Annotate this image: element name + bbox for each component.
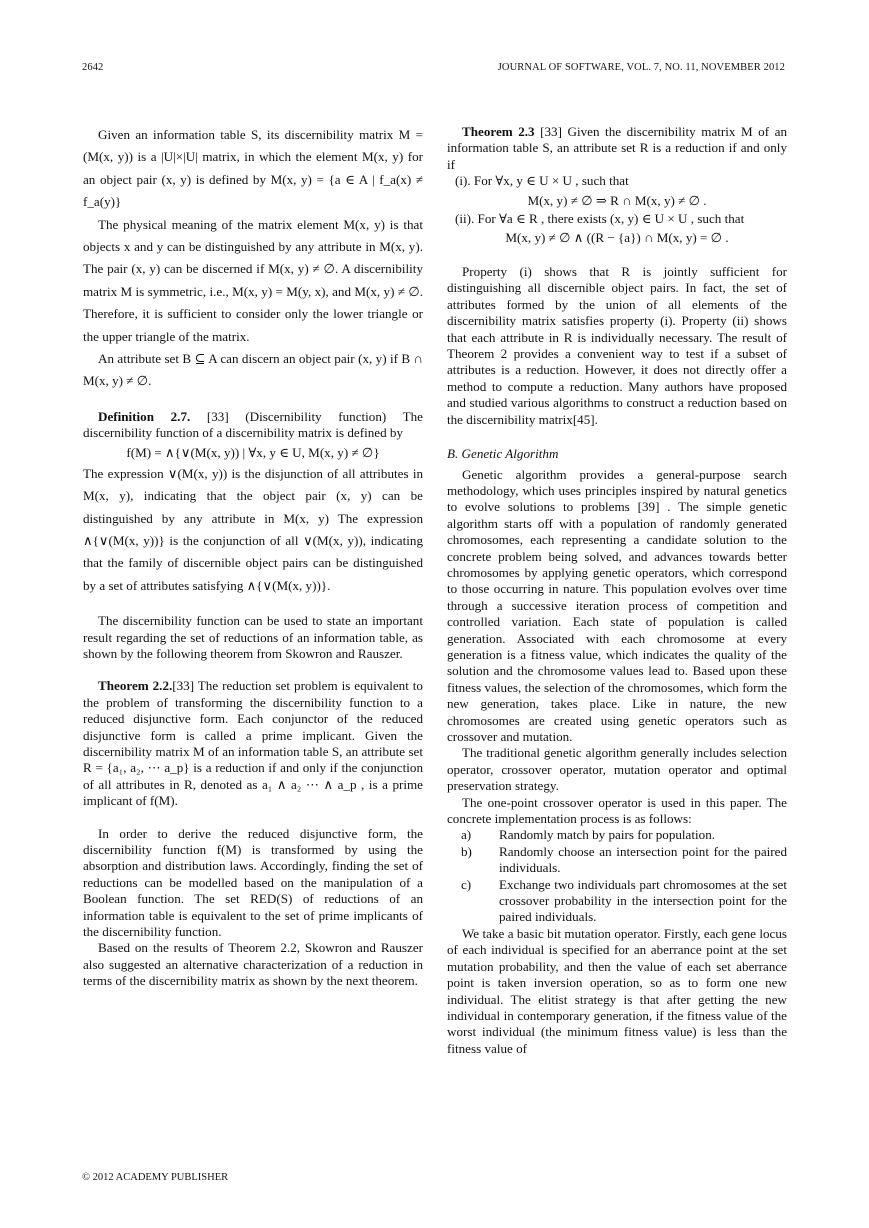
paragraph: The discernibility function can be used to state an important result regarding the set of reductions of an information table, as shown by the following theorem from Skowron and Rauszer.	[83, 613, 423, 661]
theorem-2-3	[447, 124, 787, 173]
section-heading: B. Genetic Algorithm	[447, 446, 559, 462]
list-item-label: b)	[461, 843, 472, 859]
list-item-label: a)	[461, 827, 472, 843]
theorem-label: Theorem 2.3	[462, 124, 535, 139]
paragraph: In order to derive the reduced disjunctive form, the discernibility function f(M) is transformed by using the absorption and distribution laws. Accordingly, finding the set of reductions can be modelled based on the manipulation of a Boolean function. The set RED(S) of reductions of an information table is equivalent to the set of prime implicants of the discernibility function.	[83, 825, 423, 940]
paragraph: Genetic algorithm provides a general-purpose search methodology, which uses principles inspired by natural genetics to evolve solutions to problems [39] . The simple genetic algorithm starts off with a population of randomly generated chromosomes, each representing a candidate solution to the concrete problem being solved, and advances towards better chromosomes by applying genetic operators, which correspond to those occurring in nature. This population evolves over time through a successive iteration process of competition and controlled variation. Each state of population is called generation. Associated with each chromosome at every generation is a fitness value, which indicates the quality of the solution and the chromosome values lead to. Based upon these fitness values, the selection of the chromosomes, which form the new generation, takes place. Like in nature, the new chromosomes are created using genetic operators such as crossover and mutation.	[447, 466, 787, 744]
condition-ii-equation: M(x, y) ≠ ∅ ∧ ((R − {a}) ∩ M(x, y) = ∅ .	[505, 230, 729, 246]
theorem-text: [33] Given the discernibility matrix M of an information table S, an attribute set R is a reduction if and only if	[447, 124, 787, 172]
page-number: 2642	[82, 62, 104, 73]
definition-equation: f(M) = ∧{∨(M(x, y)) | ∀x, y ∈ U, M(x, y) ≠ ∅}	[126, 444, 380, 460]
list-item-text: Randomly choose an intersection point for the paired individuals.	[499, 843, 787, 876]
theorem-2-2	[83, 678, 423, 809]
paragraph: The one-point crossover operator is used in this paper. The concrete implementation process is as follows:	[447, 794, 787, 827]
paragraph: The traditional genetic algorithm generally includes selection operator, crossover operator, mutation operator and optimal preservation strategy.	[447, 745, 787, 794]
paragraph: Given an information table S, its discernibility matrix M = (M(x, y)) is a |U|×|U| matrix, in which the element M(x, y) for an object pair (x, y) is defined by M(x, y) = {a ∈ A | f_a(x) ≠ f_a(y)}	[83, 127, 423, 210]
journal-title: JOURNAL OF SOFTWARE, VOL. 7, NO. 11, NOVEMBER 2012	[497, 62, 785, 73]
list-item-text: Exchange two individuals part chromosomes at the set crossover probability in the intersection point for the paired individuals.	[499, 876, 787, 925]
left-column	[83, 124, 423, 990]
condition-ii: (ii). For ∀a ∈ R , there exists (x, y) ∈ U × U , such that	[455, 210, 745, 226]
copyright-footer: © 2012 ACADEMY PUBLISHER	[82, 1172, 229, 1183]
theorem-text: [33] The reduction set problem is equivalent to the problem of transforming the discernibility function to a reduced disjunctive form. Each conjunctor of the reduced disjunctive form is called a prime implicant. Given the discernibility matrix M of an information table S, an attribute set R = {a₁, a₂, ⋯ a_p} is a reduction if and only if the conjunction of all attributes in R, denoted as a₁ ∧ a₂ ⋯ ∧ a_p , is a prime implicant of f(M).	[83, 678, 423, 809]
list-item	[447, 844, 787, 877]
definition-2-7	[83, 409, 423, 442]
condition-i: (i). For ∀x, y ∈ U × U , such that	[455, 173, 629, 189]
paragraph: Property (i) shows that R is jointly sufficient for distinguishing all discernible object pairs. In fact, the set of attributes formed by the union of all elements of the discernibility matrix satisfies property (i). Property (ii) shows that each attribute in R is individually necessary. The result of Theorem 2 provides a convenient way to test if a subset of attributes is a reduction. However, it does not directly offer a method to compute a reduction. Many authors have proposed and studied various algorithms to construct a reduction based on the discernibility matrix[45].	[447, 264, 787, 427]
paragraph: The expression ∨(M(x, y)) is the disjunction of all attributes in M(x, y), indicating that the object pair (x, y) can be distinguished by any attribute in M(x, y) The expression ∧{∨(M(x, y))} is the conjunction of all ∨(M(x, y)), indicating that the family of discernible object pairs can be distinguished by a set of attributes satisfying ∧{∨(M(x, y))}.	[83, 465, 423, 593]
paragraph: We take a basic bit mutation operator. Firstly, each gene locus of each individual is specified for an aberrance point at the set mutation probability, and then the value of each set aberrance point is taken inversion operation, so as to form one new individual. The elitist strategy is that after getting the new individual in contemporary generation, if the fitness value of the worst individual (the minimum fitness value) is less than the fitness value of	[447, 925, 787, 1056]
list-item	[447, 827, 787, 843]
list-item	[447, 877, 787, 926]
definition-text: [33] (Discernibility function) The discernibility function of a discernibility matrix is defined by	[83, 408, 423, 441]
definition-label: Definition 2.7.	[98, 408, 191, 424]
theorem-label: Theorem 2.2.	[98, 678, 173, 694]
paragraph: Based on the results of Theorem 2.2, Skowron and Rauszer also suggested an alternative characterization of a reduction in terms of the discernibility matrix as shown by the next theorem.	[83, 940, 423, 989]
list-item-label: c)	[461, 876, 472, 892]
paragraph: An attribute set B ⊆ A can discern an object pair (x, y) if B ∩ M(x, y) ≠ ∅.	[83, 351, 423, 389]
paragraph: The physical meaning of the matrix element M(x, y) is that objects x and y can be distinguished by any attribute in M(x, y). The pair (x, y) can be discerned if M(x, y) ≠ ∅. A discernibility matrix M is symmetric, i.e., M(x, y) = M(y, x), and M(x, y) ≠ ∅. Therefore, it is sufficient to consider only the lower triangle or the upper triangle of the matrix.	[83, 216, 423, 344]
condition-i-equation: M(x, y) ≠ ∅ ⇒ R ∩ M(x, y) ≠ ∅ .	[527, 192, 707, 208]
list-item-text: Randomly match by pairs for population.	[499, 827, 716, 843]
right-column	[447, 124, 787, 1057]
